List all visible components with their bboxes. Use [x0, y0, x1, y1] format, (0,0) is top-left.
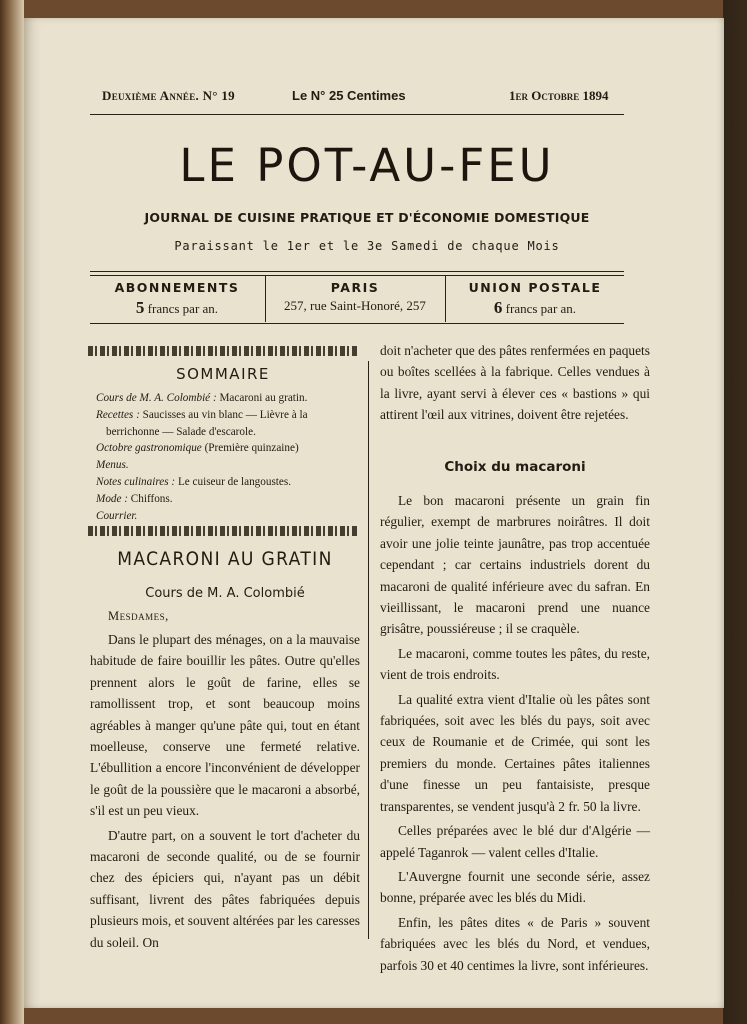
book-edge-right: [723, 0, 747, 1024]
box-top-rule: [90, 271, 624, 272]
sommaire-entry: Mode : Chiffons.: [96, 492, 173, 505]
paragraph: L'Auvergne fournit une seconde série, assez bonne, préparée avec les blés du Midi.: [380, 868, 650, 906]
article-left-column: [90, 629, 360, 953]
article-right-top: [380, 340, 650, 426]
issue-price: Le N° 25 Centimes: [292, 88, 406, 103]
issue-number: Deuxième Année. N° 19: [102, 88, 235, 103]
sommaire-entry: Notes culinaires : Le cuiseur de langoustes.: [96, 475, 292, 488]
article-right-column: [380, 490, 650, 976]
sommaire-entry: Octobre gastronomique (Première quinzaine): [96, 442, 299, 455]
union-postale-cell: [446, 280, 624, 320]
paragraph: doit n'acheter que des pâtes renfermées en paquets ou boîtes scellées à la fabrique. Celles vendues à la livre, ayant servi à élever ces « bastions » qui attirent l'œil aux vitrines, doivent être rejetées.: [380, 343, 650, 423]
periodicity-line: Paraissant le 1er et le 3e Samedi de chaque Mois: [174, 239, 560, 253]
union-postale-price: 6: [493, 298, 503, 317]
union-postale-label: UNION POSTALE: [468, 280, 602, 295]
paragraph: Le bon macaroni présente un grain fin régulier, exempt de marbrures noirâtres. Il doit avoir une jolie teinte jaunâtre, pas trop accentuée cependant ; car certains industriels dorent du macaroni de qualité inférieure avec du safran. En vieillissant, le macaroni prend une nuance grisâtre, poussiéreuse ; il se craquèle.: [380, 493, 650, 637]
sommaire-title: SOMMAIRE: [176, 365, 270, 383]
paris-cell: [266, 280, 444, 320]
ornament-divider-top: [88, 346, 358, 356]
section-heading: Choix du macaroni: [444, 459, 586, 475]
book-binding-left: [0, 0, 24, 1024]
abonnements-cell: [90, 280, 264, 320]
abonnements-label: ABONNEMENTS: [114, 280, 240, 295]
issue-date: 1er Octobre 1894: [509, 88, 609, 103]
paragraph: La qualité extra vient d'Italie où les pâtes sont fabriquées, soit avec les blés du pays, soit avec ceux de Roumanie et de Crimée, qui sont les premiers du monde. Certaines pâtes italiennes d'une finesse un peu fantaisiste, presque transparentes, se vendent jusqu'à 2 fr. 50 la livre.: [380, 691, 650, 814]
paris-address: 257, rue Saint-Honoré, 257: [284, 298, 426, 313]
sommaire-list: [96, 390, 362, 524]
union-postale-unit: francs par an.: [505, 301, 577, 316]
box-bottom-rule: [90, 323, 624, 324]
article-salutation: Mesdames,: [108, 609, 169, 623]
sommaire-entry: Recettes : Saucisses au vin blanc — Lièvre à la berrichonne — Salade d'escarole.: [96, 408, 308, 438]
abonnements-price: 5: [135, 298, 145, 317]
ornament-divider-bottom: [88, 526, 358, 536]
paragraph: Dans le plupart des ménages, on a la mauvaise habitude de faire bouillir les pâtes. Outre qu'elles prennent alors le goût de farine, elles se ramollissent trop, et sont beaucoup moins agréables à manger qu'une pâte qui, tout en étant moelleuse, conserve une fermeté relative. L'ébullition a encore l'inconvénient de développer le goût de la poussière que le macaroni a absorbé, s'il est un peu vieux.: [90, 632, 360, 819]
article-byline: Cours de M. A. Colombié: [145, 586, 305, 601]
masthead-title: LE POT-AU-FEU: [179, 139, 555, 192]
masthead-subtitle: JOURNAL DE CUISINE PRATIQUE ET D'ÉCONOMIE DOMESTIQUE: [144, 210, 590, 225]
abonnements-unit: francs par an.: [147, 301, 219, 316]
paris-label: PARIS: [330, 280, 380, 295]
paragraph: Le macaroni, comme toutes les pâtes, du reste, vient de trois endroits.: [380, 645, 650, 683]
paragraph: Celles préparées avec le blé dur d'Algérie — appelé Taganrok — valent celles d'Italie.: [380, 823, 650, 860]
sommaire-entry: Courrier.: [96, 509, 138, 522]
box-top-rule-2: [90, 275, 624, 276]
article-title: MACARONI AU GRATIN: [117, 548, 333, 570]
paragraph: D'autre part, on a souvent le tort d'acheter du macaroni de seconde qualité, ou de se fournir chez des épiciers qui, n'ayant pas un débit suffisant, livrent des pâtes fabriquées depuis plusieurs mois, et souvent altérées par les caresses du soleil. On: [90, 827, 360, 950]
sommaire-entry: Menus.: [96, 459, 129, 472]
paragraph: Enfin, les pâtes dites « de Paris » souvent fabriquées avec les blés du Nord, et vendues, parfois 30 et 40 centimes la livre, sont inférieures.: [380, 914, 650, 973]
column-divider: [368, 361, 369, 939]
newspaper-page: [24, 18, 724, 1008]
header-rule: [90, 114, 624, 115]
sommaire-entry: Cours de M. A. Colombié : Macaroni au gratin.: [96, 392, 308, 404]
